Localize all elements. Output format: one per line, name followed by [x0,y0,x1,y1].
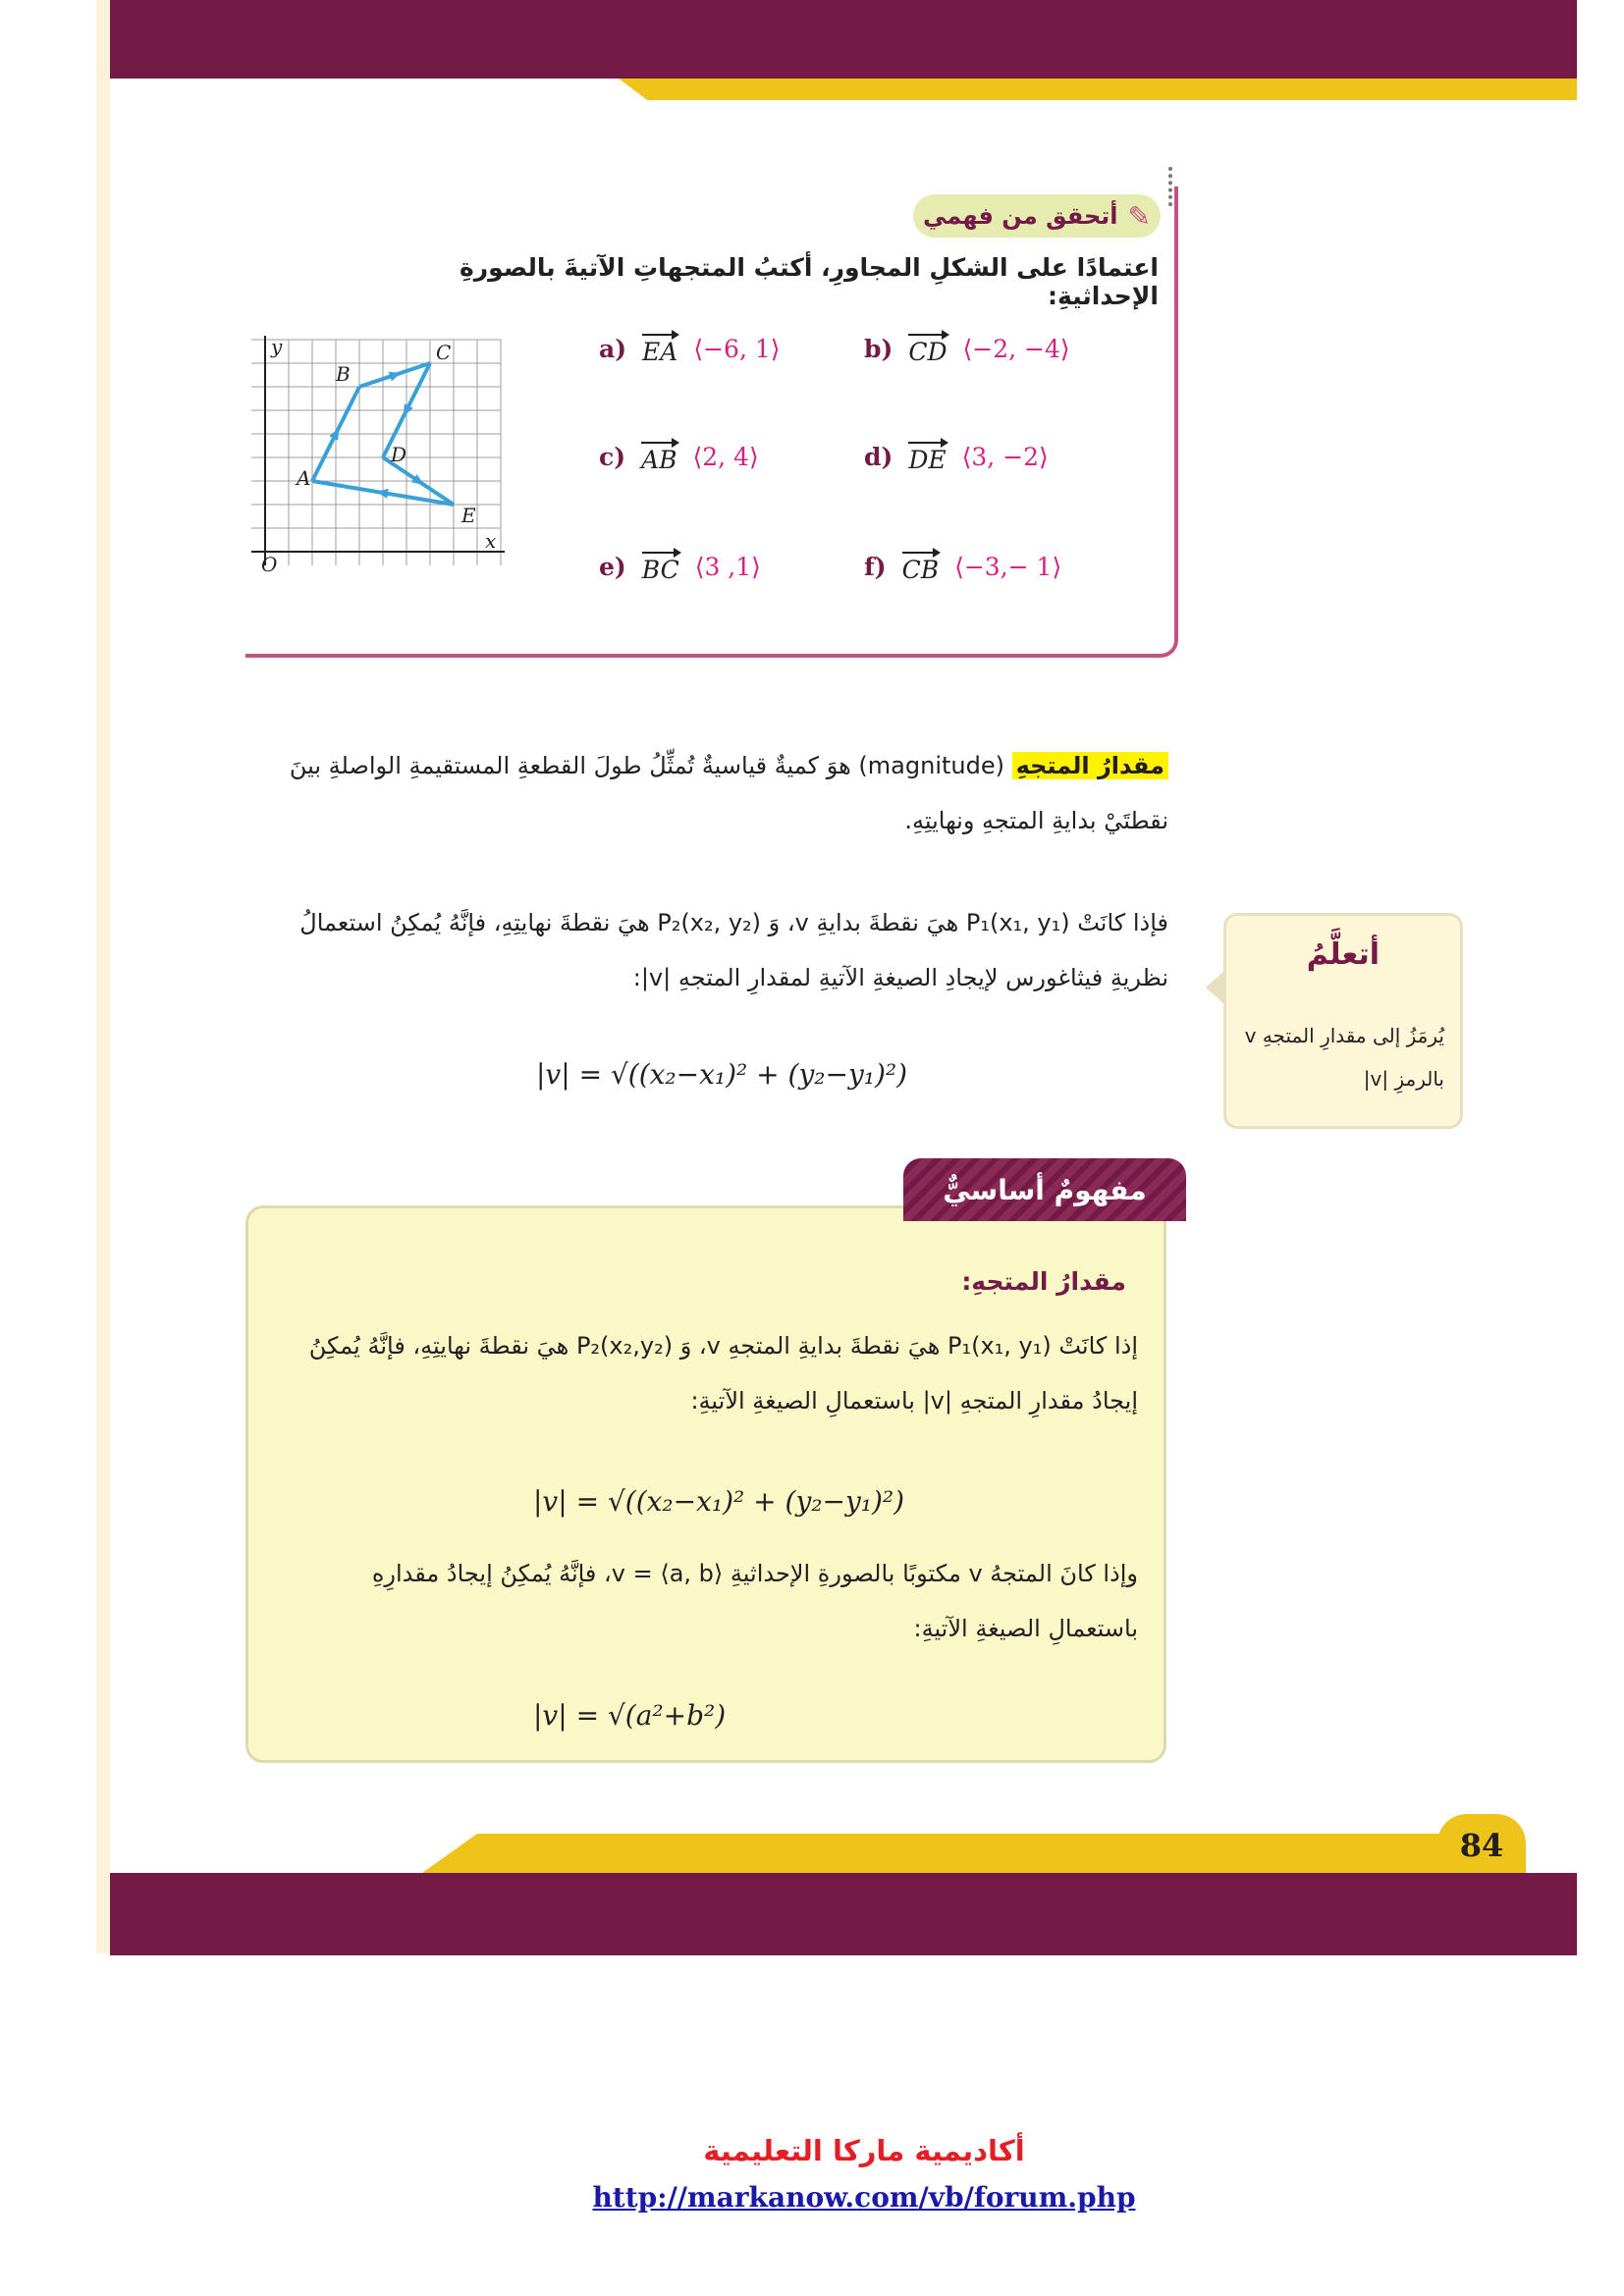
point-label: E [461,504,476,527]
check-question: اعتمادًا على الشكلِ المجاورِ، أكتبُ المتجهاتِ الآتيةَ بالصورةِ الإحداثيةِ: [460,253,1159,310]
left-margin-strip [96,0,110,1953]
answers-grid [599,332,1110,607]
magnitude-term: مقدارُ المتجهِ [1012,752,1168,779]
answer-label: b) [864,335,893,363]
coordinate-grid-figure [249,320,514,577]
answer-label: c) [599,443,626,471]
learn-box-pointer [1206,970,1225,1005]
answer-f [864,550,1061,584]
top-accent-stripe [619,79,1577,100]
bottom-footer-band [110,1873,1577,1955]
answer-b [864,332,1070,366]
answer-vector: AB [641,440,677,474]
point-label: A [297,466,311,490]
vector-arrowhead [389,372,402,381]
page-number: 84 [1437,1814,1526,1877]
check-title-text: أتحقق من فهمي [922,202,1118,230]
point-label: B [336,362,351,386]
key-concept-paragraph-1 [278,1318,1138,1428]
learn-title: أتعلَّمُ [1306,937,1380,972]
answer-label: e) [599,553,626,581]
answer-label: d) [864,443,893,471]
answer-label: a) [599,335,627,363]
learn-text: يُرمَزُ إلى مقدارِ المتجهِ v بالرمزِ |v| [1244,1024,1444,1091]
answer-e [599,550,761,584]
top-header-band [110,0,1577,79]
key-concept-line: وإذا كانَ المتجهُ v مكتوبًا بالصورةِ الإحداثيةِ v = ⟨a, b⟩، فإنَّهُ يُمكِنُ إيجادُ مقدارِهِ [371,1560,1138,1587]
answer-vector: BC [642,550,679,584]
y-axis-label: y [271,335,283,358]
pythagoras-line-2: نظريةِ فيثاغورس لإيجادِ الصيغةِ الآتيةِ لمقدارِ المتجهِ |v|: [632,964,1168,991]
answer-a [599,332,781,366]
key-concept-line: باستعمالِ الصيغةِ الآتيةِ: [913,1615,1138,1642]
key-concept-line: إذا كانَتْ P₁(x₁, y₁) هيَ نقطةَ بدايةِ المتجهِ v، وَ P₂(x₂,y₂) هيَ نقطةَ نهايتِهِ، فإنَّهُ يُمكِنُ [308,1332,1138,1360]
pythagoras-line-1: فإذا كانَتْ P₁(x₁, y₁) هيَ نقطةَ بدايةِ v، وَ P₂(x₂, y₂) هيَ نقطةَ نهايتِهِ، فإنَّهُ يُمكِنُ استعمالُ [299,909,1168,936]
answer-label: f) [864,553,887,581]
pythagoras-paragraph [245,895,1168,1005]
answer-vector: CB [902,550,940,584]
pencil-icon: ✎ [1127,199,1151,233]
key-concept-box [245,1205,1166,1763]
answer-c [599,440,759,474]
magnitude-formula: |v| = √((x₂−x₁)² + (y₂−y₁)²) [536,1058,908,1091]
answer-vector: CD [908,332,947,366]
key-concept-formula-2: |v| = √(a²+b²) [533,1699,727,1732]
learn-box [1223,913,1463,1129]
key-concept-paragraph-2 [278,1546,1138,1656]
key-concept-formula-1: |v| = √((x₂−x₁)² + (y₂−y₁)²) [533,1485,905,1518]
answer-vector: EA [642,332,677,366]
academy-name: أكاديمية ماركا التعليمية [703,2134,1025,2167]
answer-value: ⟨3, −2⟩ [961,443,1049,471]
point-label: D [391,443,407,466]
origin-label: O [261,553,278,576]
magnitude-definition [245,738,1168,848]
forum-link[interactable]: http://markanow.com/vb/forum.php [592,2181,1136,2214]
answer-value: ⟨3 ,1⟩ [694,553,761,581]
answer-value: ⟨−3,− 1⟩ [954,553,1062,581]
key-concept-line: إيجادُ مقدارِ المتجهِ |v| باستعمالِ الصيغةِ الآتيةِ: [690,1387,1138,1415]
point-label: C [436,341,452,364]
check-understanding-title [913,194,1161,238]
answer-value: ⟨−6, 1⟩ [693,335,781,363]
answer-value: ⟨−2, −4⟩ [962,335,1070,363]
key-concept-title: مقدارُ المتجهِ: [961,1267,1126,1296]
bottom-accent-stripe [422,1834,1522,1873]
answer-value: ⟨2, 4⟩ [692,443,759,471]
x-axis-label: x [485,529,497,553]
magnitude-definition-text: (magnitude) هوَ كميةٌ قياسيةٌ تُمثِّلُ طولَ القطعةِ المستقيمةِ الواصلةِ بينَ نقطتَيْ بدايةِ المتجهِ ونهايتِهِ. [289,752,1168,834]
answer-vector: DE [908,440,946,474]
answer-d [864,440,1049,474]
key-concept-tab: مفهومٌ أساسيٌّ [903,1158,1186,1221]
